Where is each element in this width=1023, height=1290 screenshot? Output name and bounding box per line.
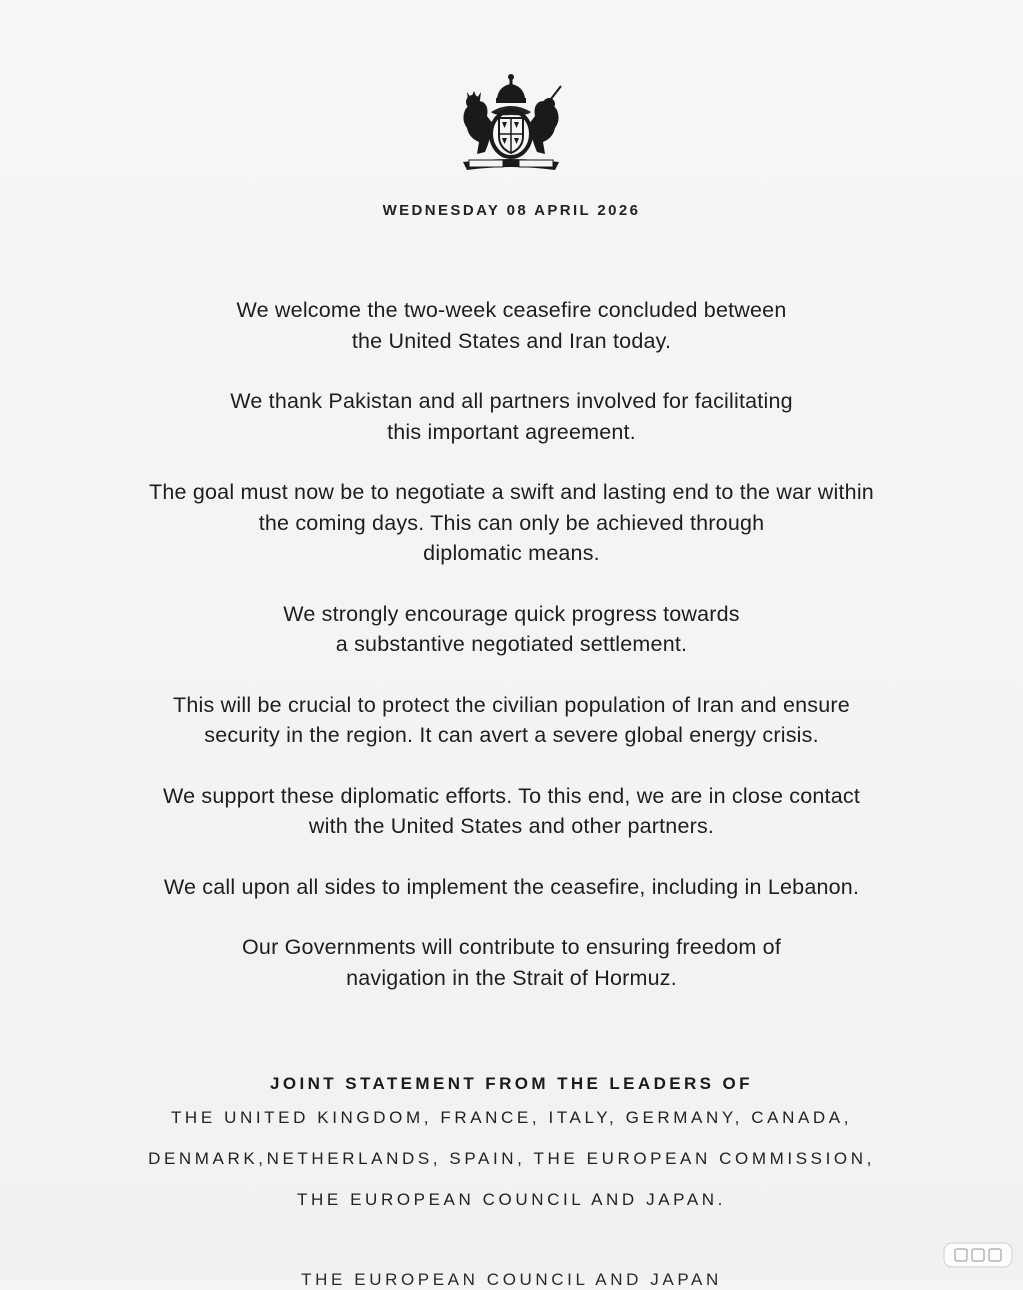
signatories-heading: JOINT STATEMENT FROM THE LEADERS OF bbox=[270, 1074, 753, 1093]
paragraph-crucial-protection bbox=[0, 690, 1023, 751]
signatories-line: DENMARK,NETHERLANDS, SPAIN, THE EUROPEAN COMMISSION, bbox=[148, 1149, 875, 1168]
text-line: diplomatic means. bbox=[423, 541, 600, 565]
paragraph-encourage-progress bbox=[0, 599, 1023, 660]
text-line: with the United States and other partners. bbox=[308, 814, 715, 838]
signatories-line: THE EUROPEAN COUNCIL AND JAPAN. bbox=[297, 1190, 726, 1209]
paragraph-ceasefire-welcome bbox=[0, 295, 1023, 356]
paragraph-call-upon-sides bbox=[0, 872, 1023, 903]
signatories-line: THE UNITED KINGDOM, FRANCE, ITALY, GERMANY, CANADA, bbox=[170, 1108, 853, 1127]
paragraph-support-efforts bbox=[0, 781, 1023, 842]
text-line: We thank Pakistan and all partners involved for facilitating bbox=[230, 389, 793, 413]
statement-date: WEDNESDAY 08 APRIL 2026 bbox=[382, 202, 641, 219]
weibo-watermark-icon bbox=[943, 1242, 1013, 1268]
text-line: this important agreement. bbox=[387, 419, 636, 444]
text-line: security in the region. It can avert a severe global energy crisis. bbox=[204, 723, 819, 747]
text-line: Our Governments will contribute to ensuring freedom of bbox=[242, 935, 781, 959]
signatories-block bbox=[0, 1071, 1023, 1220]
text-line: We strongly encourage quick progress towards bbox=[283, 601, 740, 626]
text-line: We support these diplomatic efforts. To this end, we are in close contact bbox=[163, 783, 860, 808]
text-line: the coming days. This can only be achieved through bbox=[258, 510, 765, 535]
royal-coat-of-arms-icon bbox=[455, 72, 567, 176]
paragraph-freedom-navigation bbox=[0, 932, 1023, 993]
statement-body bbox=[0, 295, 1023, 1023]
text-line: The goal must now be to negotiate a swift and lasting end to the war within bbox=[149, 480, 874, 504]
text-line: We call upon all sides to implement the ceasefire, including in Lebanon. bbox=[163, 874, 860, 899]
paragraph-thanks-pakistan bbox=[0, 386, 1023, 447]
text-line: This will be crucial to protect the civilian population of Iran and ensure bbox=[173, 692, 850, 717]
paragraph-goal bbox=[0, 477, 1023, 569]
text-line: We welcome the two-week ceasefire concluded between bbox=[236, 298, 787, 322]
text-line: the United States and Iran today. bbox=[351, 328, 672, 353]
text-line: navigation in the Strait of Hormuz. bbox=[346, 965, 677, 990]
text-line: a substantive negotiated settlement. bbox=[335, 632, 688, 656]
cut-off-text-line: THE EUROPEAN COUNCIL AND JAPAN bbox=[301, 1270, 722, 1289]
